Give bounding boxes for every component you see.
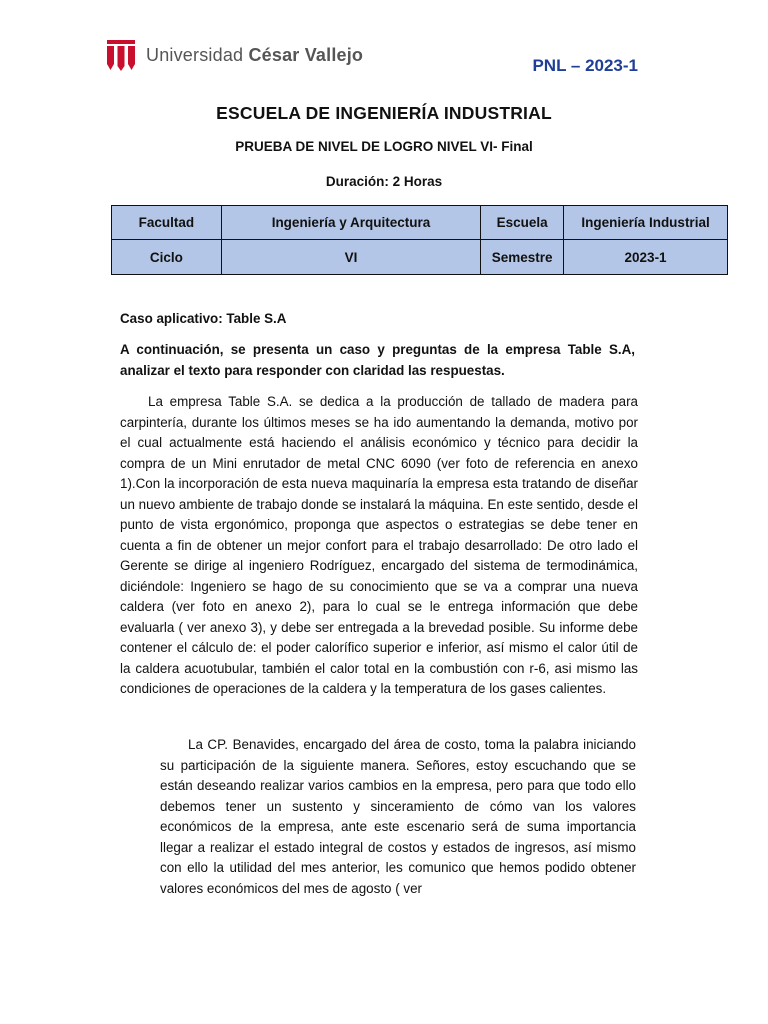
school-title: ESCUELA DE INGENIERÍA INDUSTRIAL: [216, 103, 552, 123]
table-row: [112, 240, 728, 275]
ucv-shield-icon: [106, 38, 136, 72]
exam-code: PNL – 2023-1: [532, 56, 638, 75]
faculty-value: Ingeniería y Arquitectura: [221, 206, 480, 240]
case-paragraph-2: La CP. Benavides, encargado del área de costo, toma la palabra iniciando su participación de la siguiente manera. Señores, estoy escuchando que se están deseando realizar varios cambios en la empresa, pero para que todo ello debemos tener un sustento y sinceramiento de cómo van los valores económicos de la empresa, ante este escenario será de suma importancia llegar a realizar el estado integral de costos y estados de ingresos, así mismo con ello la utilidad del mes anterior, les comunico que hemos podido obtener valores económicos del mes de agosto ( ver: [160, 737, 636, 896]
school-label: Escuela: [481, 206, 564, 240]
university-name: Universidad César Vallejo: [146, 44, 364, 65]
case-intro: A continuación, se presenta un caso y preguntas de la empresa Table S.A, analizar el texto para responder con claridad las respuestas.: [120, 342, 635, 378]
cycle-label: Ciclo: [112, 240, 222, 275]
cycle-value: VI: [221, 240, 480, 275]
semester-label: Semestre: [481, 240, 564, 275]
test-title: PRUEBA DE NIVEL DE LOGRO NIVEL VI- Final: [235, 139, 533, 154]
faculty-label: Facultad: [112, 206, 222, 240]
course-info-table: [111, 205, 728, 275]
case-paragraph-1: La empresa Table S.A. se dedica a la producción de tallado de madera para carpintería, durante los últimos meses se ha ido aumentando la demanda, motivo por el cual actualmente está haciendo el análisis económico y técnico para decidir la compra de un Mini enrutador de metal CNC 6090 (ver foto de referencia en anexo 1).Con la incorporación de esta nueva maquinaría la empresa esta tratando de diseñar un nuevo ambiente de trabajo donde se instalará la máquina. En este sentido, desde el punto de vista ergonómico, proponga que aspectos o estrategias se debe tener en cuenta a fin de obtener un mejor confort para el trabajo desarrollado: De otro lado el Gerente se dirige al ingeniero Rodríguez, encargado del sistema de termodinámica, diciéndole: Ingeniero se hago de su conocimiento que se va a comprar una nueva caldera (ver foto en anexo 2), para lo cual se le entrega información que debe evaluarla ( ver anexo 3), y debe ser entregada a la brevedad posible. Su informe debe contener el cálculo de: el poder calorífico superior e inferior, así mismo el calor útil de la caldera acuotubular, también el calor total en la combustión con r-6, asi mismo las condiciones de operaciones de la caldera y la temperatura de los gases calientes.: [120, 394, 638, 696]
case-title: Caso aplicativo: Table S.A: [120, 311, 287, 326]
school-value: Ingeniería Industrial: [564, 206, 728, 240]
table-row: [112, 206, 728, 240]
university-logo: [106, 38, 363, 72]
duration-label: Duración: 2 Horas: [325, 174, 443, 189]
semester-value: 2023-1: [564, 240, 728, 275]
